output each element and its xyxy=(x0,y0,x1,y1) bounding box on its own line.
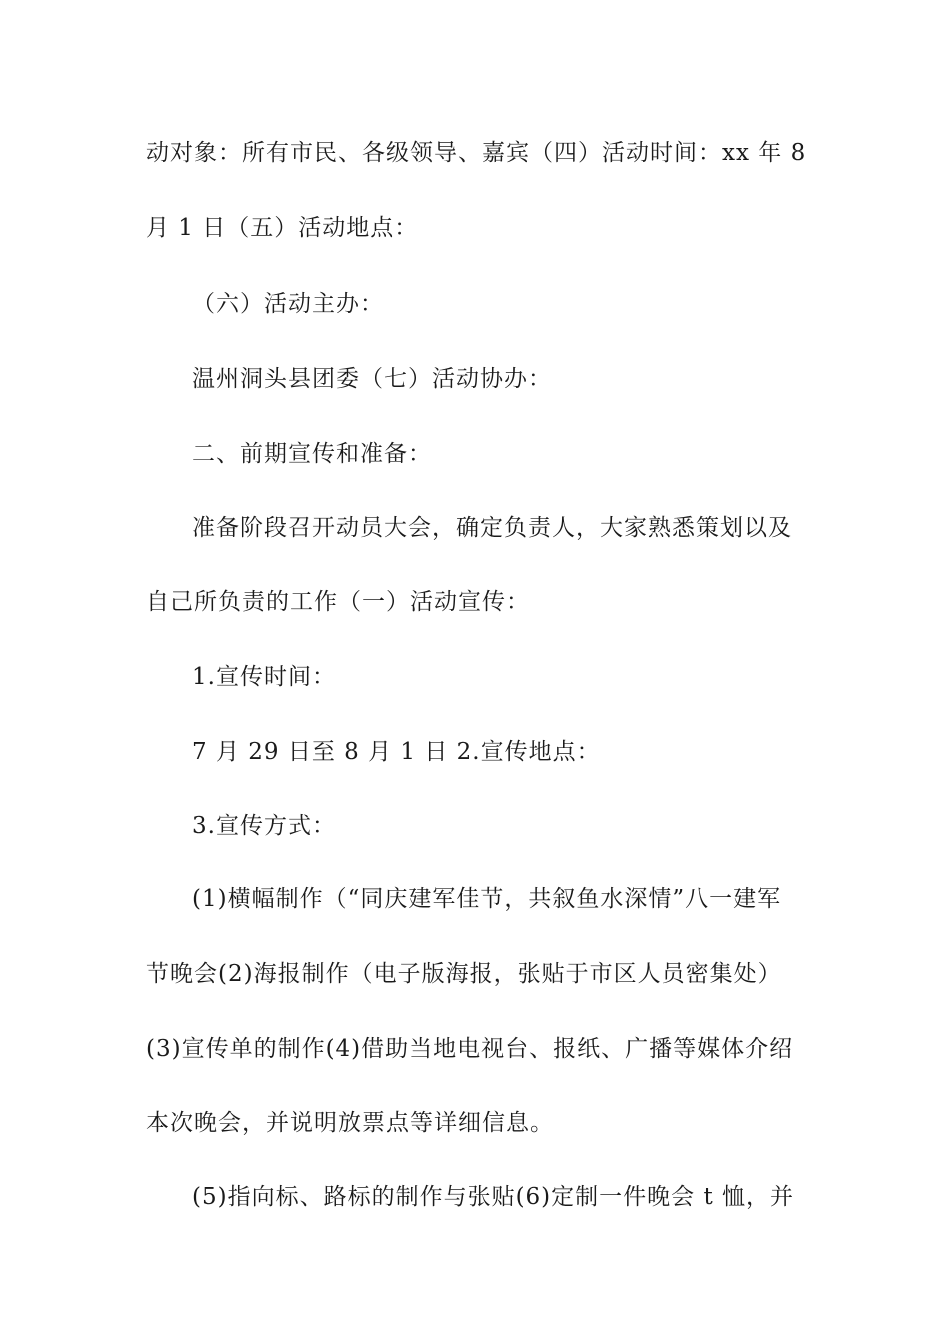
text-line-5: 二、前期宣传和准备： xyxy=(192,441,432,467)
text-line-3: （六）活动主办： xyxy=(192,291,384,317)
text-line-10: 3.宣传方式： xyxy=(192,813,336,839)
text-line-15: (5)指向标、路标的制作与张贴(6)定制一件晚会 t 恤，并 xyxy=(192,1184,795,1210)
text-line-7: 自己所负责的工作（一）活动宣传： xyxy=(146,589,530,615)
text-line-14: 本次晚会，并说明放票点等详细信息。 xyxy=(146,1110,554,1136)
text-line-8: 1.宣传时间： xyxy=(192,664,336,690)
text-line-11: (1)横幅制作（“同庆建军佳节，共叙鱼水深情”八一建军 xyxy=(192,886,782,912)
text-line-4: 温州洞头县团委（七）活动协办： xyxy=(192,366,552,392)
text-line-12: 节晚会(2)海报制作（电子版海报，张贴于市区人员密集处） xyxy=(146,961,782,987)
text-line-6: 准备阶段召开动员大会，确定负责人，大家熟悉策划以及 xyxy=(192,515,792,541)
text-line-13: (3)宣传单的制作(4)借助当地电视台、报纸、广播等媒体介绍 xyxy=(146,1036,794,1062)
text-line-9: 7 月 29 日至 8 月 1 日 2.宣传地点： xyxy=(192,739,601,765)
text-line-2: 月 1 日（五）活动地点： xyxy=(146,215,419,241)
text-line-1: 动对象：所有市民、各级领导、嘉宾（四）活动时间：xx 年 8 xyxy=(146,140,807,166)
